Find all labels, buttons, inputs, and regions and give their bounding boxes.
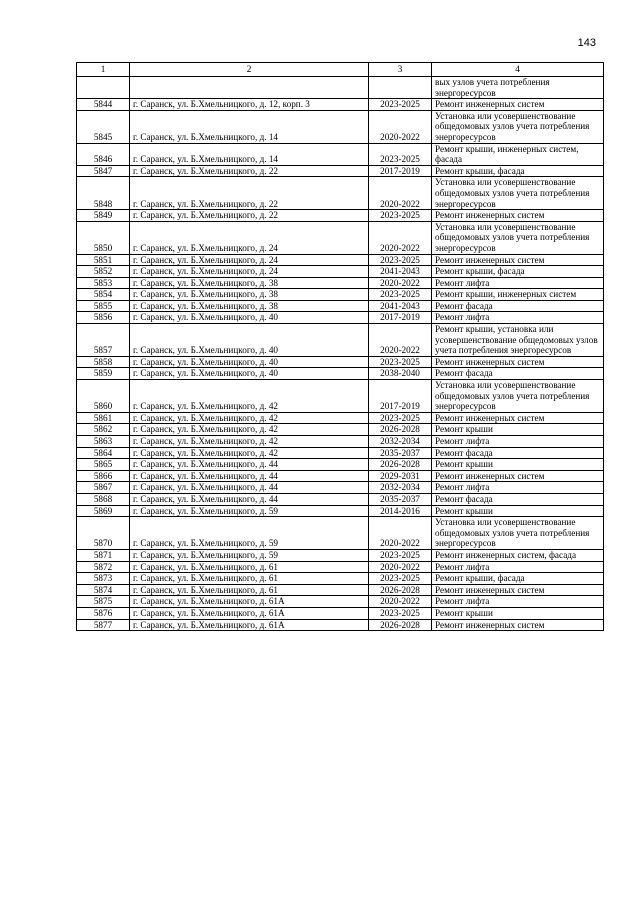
- column-header: 4: [432, 63, 604, 77]
- period-cell: 2032-2034: [369, 482, 432, 494]
- row-number: 5865: [77, 459, 130, 471]
- period-cell: 2017-2019: [369, 312, 432, 324]
- work-type-cell: Ремонт крыши: [432, 607, 604, 619]
- row-number: 5852: [77, 266, 130, 278]
- table-row: [77, 221, 604, 254]
- table-body: [77, 77, 604, 631]
- work-type-cell: Ремонт фасада: [432, 300, 604, 312]
- work-type-cell: Ремонт крыши, инженерных систем, фасада: [432, 143, 604, 165]
- repair-schedule-table: [76, 62, 604, 631]
- table-row: [77, 277, 604, 289]
- period-cell: 2020-2022: [369, 221, 432, 254]
- work-type-cell: Установка или усовершенствование общедомовых узлов учета потребления энергоресурсов: [432, 110, 604, 143]
- row-number: 5856: [77, 312, 130, 324]
- work-type-cell: Ремонт крыши, фасада: [432, 266, 604, 278]
- period-cell: 2020-2022: [369, 596, 432, 608]
- table-row: [77, 505, 604, 517]
- column-header: 1: [77, 63, 130, 77]
- work-type-cell: Ремонт инженерных систем: [432, 210, 604, 222]
- address-cell: г. Саранск, ул. Б.Хмельницкого, д. 59: [130, 517, 369, 550]
- column-header: 2: [130, 63, 369, 77]
- period-cell: 2017-2019: [369, 165, 432, 177]
- work-type-cell: Ремонт инженерных систем: [432, 99, 604, 111]
- address-cell: г. Саранск, ул. Б.Хмельницкого, д. 42: [130, 447, 369, 459]
- period-cell: 2038-2040: [369, 368, 432, 380]
- address-cell: г. Саранск, ул. Б.Хмельницкого, д. 24: [130, 221, 369, 254]
- row-number: 5864: [77, 447, 130, 459]
- period-cell: 2026-2028: [369, 424, 432, 436]
- address-cell: г. Саранск, ул. Б.Хмельницкого, д. 24: [130, 254, 369, 266]
- table-row: [77, 517, 604, 550]
- period-cell: 2035-2037: [369, 493, 432, 505]
- table-row: [77, 459, 604, 471]
- table-row: [77, 447, 604, 459]
- table-row: [77, 424, 604, 436]
- address-cell: г. Саранск, ул. Б.Хмельницкого, д. 59: [130, 505, 369, 517]
- period-cell: 2020-2022: [369, 517, 432, 550]
- work-type-cell: Ремонт крыши: [432, 424, 604, 436]
- table-row: [77, 619, 604, 631]
- work-type-cell: Ремонт фасада: [432, 493, 604, 505]
- period-cell: 2041-2043: [369, 300, 432, 312]
- address-cell: г. Саранск, ул. Б.Хмельницкого, д. 44: [130, 459, 369, 471]
- work-type-cell: Ремонт инженерных систем: [432, 619, 604, 631]
- row-number: 5875: [77, 596, 130, 608]
- address-cell: г. Саранск, ул. Б.Хмельницкого, д. 38: [130, 289, 369, 301]
- row-number: 5873: [77, 573, 130, 585]
- table-row: [77, 165, 604, 177]
- work-type-cell: Ремонт инженерных систем: [432, 412, 604, 424]
- table-row: [77, 77, 604, 99]
- address-cell: г. Саранск, ул. Б.Хмельницкого, д. 61: [130, 584, 369, 596]
- row-number: 5849: [77, 210, 130, 222]
- address-cell: г. Саранск, ул. Б.Хмельницкого, д. 40: [130, 324, 369, 357]
- row-number: 5846: [77, 143, 130, 165]
- period-cell: 2020-2022: [369, 561, 432, 573]
- period-cell: [369, 77, 432, 99]
- row-number: 5855: [77, 300, 130, 312]
- period-cell: 2026-2028: [369, 459, 432, 471]
- period-cell: 2020-2022: [369, 324, 432, 357]
- table-row: [77, 266, 604, 278]
- work-type-cell: Установка или усовершенствование общедомовых узлов учета потребления энергоресурсов: [432, 380, 604, 413]
- period-cell: 2032-2034: [369, 436, 432, 448]
- row-number: 5863: [77, 436, 130, 448]
- address-cell: г. Саранск, ул. Б.Хмельницкого, д. 42: [130, 436, 369, 448]
- row-number: 5861: [77, 412, 130, 424]
- address-cell: г. Саранск, ул. Б.Хмельницкого, д. 14: [130, 110, 369, 143]
- table-row: [77, 380, 604, 413]
- address-cell: [130, 77, 369, 99]
- address-cell: г. Саранск, ул. Б.Хмельницкого, д. 42: [130, 412, 369, 424]
- row-number: 5858: [77, 356, 130, 368]
- work-type-cell: Ремонт инженерных систем: [432, 470, 604, 482]
- row-number: 5862: [77, 424, 130, 436]
- table-row: [77, 482, 604, 494]
- row-number: 5845: [77, 110, 130, 143]
- period-cell: 2023-2025: [369, 143, 432, 165]
- row-number: [77, 77, 130, 99]
- address-cell: г. Саранск, ул. Б.Хмельницкого, д. 40: [130, 356, 369, 368]
- table-row: [77, 584, 604, 596]
- period-cell: 2023-2025: [369, 210, 432, 222]
- table-row: [77, 596, 604, 608]
- row-number: 5848: [77, 177, 130, 210]
- work-type-cell: Ремонт инженерных систем, фасада: [432, 549, 604, 561]
- row-number: 5874: [77, 584, 130, 596]
- row-number: 5860: [77, 380, 130, 413]
- row-number: 5853: [77, 277, 130, 289]
- address-cell: г. Саранск, ул. Б.Хмельницкого, д. 61А: [130, 596, 369, 608]
- row-number: 5866: [77, 470, 130, 482]
- address-cell: г. Саранск, ул. Б.Хмельницкого, д. 59: [130, 549, 369, 561]
- row-number: 5857: [77, 324, 130, 357]
- work-type-cell: Ремонт крыши, фасада: [432, 573, 604, 585]
- column-header: 3: [369, 63, 432, 77]
- table-row: [77, 493, 604, 505]
- address-cell: г. Саранск, ул. Б.Хмельницкого, д. 61А: [130, 607, 369, 619]
- work-type-cell: Ремонт крыши, инженерных систем: [432, 289, 604, 301]
- address-cell: г. Саранск, ул. Б.Хмельницкого, д. 24: [130, 266, 369, 278]
- address-cell: г. Саранск, ул. Б.Хмельницкого, д. 40: [130, 368, 369, 380]
- period-cell: 2020-2022: [369, 110, 432, 143]
- period-cell: 2029-2031: [369, 470, 432, 482]
- address-cell: г. Саранск, ул. Б.Хмельницкого, д. 44: [130, 493, 369, 505]
- period-cell: 2023-2025: [369, 289, 432, 301]
- work-type-cell: Ремонт инженерных систем: [432, 254, 604, 266]
- table-row: [77, 549, 604, 561]
- period-cell: 2023-2025: [369, 99, 432, 111]
- work-type-cell: Ремонт фасада: [432, 368, 604, 380]
- work-type-cell: Ремонт крыши: [432, 459, 604, 471]
- address-cell: г. Саранск, ул. Б.Хмельницкого, д. 38: [130, 300, 369, 312]
- work-type-cell: Ремонт инженерных систем: [432, 356, 604, 368]
- table-row: [77, 573, 604, 585]
- address-cell: г. Саранск, ул. Б.Хмельницкого, д. 40: [130, 312, 369, 324]
- work-type-cell: Ремонт фасада: [432, 447, 604, 459]
- table-row: [77, 289, 604, 301]
- work-type-cell: Ремонт лифта: [432, 436, 604, 448]
- table-row: [77, 324, 604, 357]
- table-header-row: [77, 63, 604, 77]
- table-row: [77, 177, 604, 210]
- work-type-cell: Установка или усовершенствование общедомовых узлов учета потребления энергоресурсов: [432, 221, 604, 254]
- table-row: [77, 368, 604, 380]
- period-cell: 2035-2037: [369, 447, 432, 459]
- address-cell: г. Саранск, ул. Б.Хмельницкого, д. 44: [130, 482, 369, 494]
- work-type-cell: Ремонт крыши, фасада: [432, 165, 604, 177]
- row-number: 5844: [77, 99, 130, 111]
- work-type-cell: Ремонт лифта: [432, 561, 604, 573]
- row-number: 5847: [77, 165, 130, 177]
- period-cell: 2023-2025: [369, 607, 432, 619]
- row-number: 5854: [77, 289, 130, 301]
- period-cell: 2014-2016: [369, 505, 432, 517]
- period-cell: 2023-2025: [369, 412, 432, 424]
- work-type-cell: Ремонт крыши: [432, 505, 604, 517]
- work-type-cell: вых узлов учета потребления энергоресурсов: [432, 77, 604, 99]
- table-row: [77, 254, 604, 266]
- row-number: 5876: [77, 607, 130, 619]
- period-cell: 2026-2028: [369, 584, 432, 596]
- address-cell: г. Саранск, ул. Б.Хмельницкого, д. 22: [130, 177, 369, 210]
- address-cell: г. Саранск, ул. Б.Хмельницкого, д. 22: [130, 210, 369, 222]
- work-type-cell: Ремонт крыши, установка или усовершенствование общедомовых узлов учета потребления энергоресурсов: [432, 324, 604, 357]
- period-cell: 2023-2025: [369, 549, 432, 561]
- table-row: [77, 356, 604, 368]
- work-type-cell: Ремонт инженерных систем: [432, 584, 604, 596]
- work-type-cell: Установка или усовершенствование общедомовых узлов учета потребления энергоресурсов: [432, 517, 604, 550]
- period-cell: 2023-2025: [369, 573, 432, 585]
- row-number: 5850: [77, 221, 130, 254]
- row-number: 5867: [77, 482, 130, 494]
- period-cell: 2020-2022: [369, 177, 432, 210]
- period-cell: 2023-2025: [369, 356, 432, 368]
- table-row: [77, 412, 604, 424]
- table-row: [77, 607, 604, 619]
- work-type-cell: Установка или усовершенствование общедомовых узлов учета потребления энергоресурсов: [432, 177, 604, 210]
- address-cell: г. Саранск, ул. Б.Хмельницкого, д. 61А: [130, 619, 369, 631]
- work-type-cell: Ремонт лифта: [432, 277, 604, 289]
- period-cell: 2020-2022: [369, 277, 432, 289]
- table-row: [77, 143, 604, 165]
- table-row: [77, 99, 604, 111]
- period-cell: 2026-2028: [369, 619, 432, 631]
- address-cell: г. Саранск, ул. Б.Хмельницкого, д. 12, корп. 3: [130, 99, 369, 111]
- table-row: [77, 312, 604, 324]
- address-cell: г. Саранск, ул. Б.Хмельницкого, д. 14: [130, 143, 369, 165]
- row-number: 5851: [77, 254, 130, 266]
- row-number: 5868: [77, 493, 130, 505]
- page-number: 143: [577, 37, 596, 49]
- address-cell: г. Саранск, ул. Б.Хмельницкого, д. 44: [130, 470, 369, 482]
- period-cell: 2017-2019: [369, 380, 432, 413]
- period-cell: 2023-2025: [369, 254, 432, 266]
- table-row: [77, 561, 604, 573]
- address-cell: г. Саранск, ул. Б.Хмельницкого, д. 61: [130, 561, 369, 573]
- row-number: 5872: [77, 561, 130, 573]
- row-number: 5859: [77, 368, 130, 380]
- row-number: 5871: [77, 549, 130, 561]
- work-type-cell: Ремонт лифта: [432, 482, 604, 494]
- table-row: [77, 436, 604, 448]
- table-row: [77, 470, 604, 482]
- address-cell: г. Саранск, ул. Б.Хмельницкого, д. 61: [130, 573, 369, 585]
- row-number: 5869: [77, 505, 130, 517]
- address-cell: г. Саранск, ул. Б.Хмельницкого, д. 42: [130, 380, 369, 413]
- table-row: [77, 110, 604, 143]
- address-cell: г. Саранск, ул. Б.Хмельницкого, д. 38: [130, 277, 369, 289]
- work-type-cell: Ремонт лифта: [432, 312, 604, 324]
- row-number: 5877: [77, 619, 130, 631]
- address-cell: г. Саранск, ул. Б.Хмельницкого, д. 42: [130, 424, 369, 436]
- table-row: [77, 300, 604, 312]
- period-cell: 2041-2043: [369, 266, 432, 278]
- address-cell: г. Саранск, ул. Б.Хмельницкого, д. 22: [130, 165, 369, 177]
- work-type-cell: Ремонт лифта: [432, 596, 604, 608]
- row-number: 5870: [77, 517, 130, 550]
- table-row: [77, 210, 604, 222]
